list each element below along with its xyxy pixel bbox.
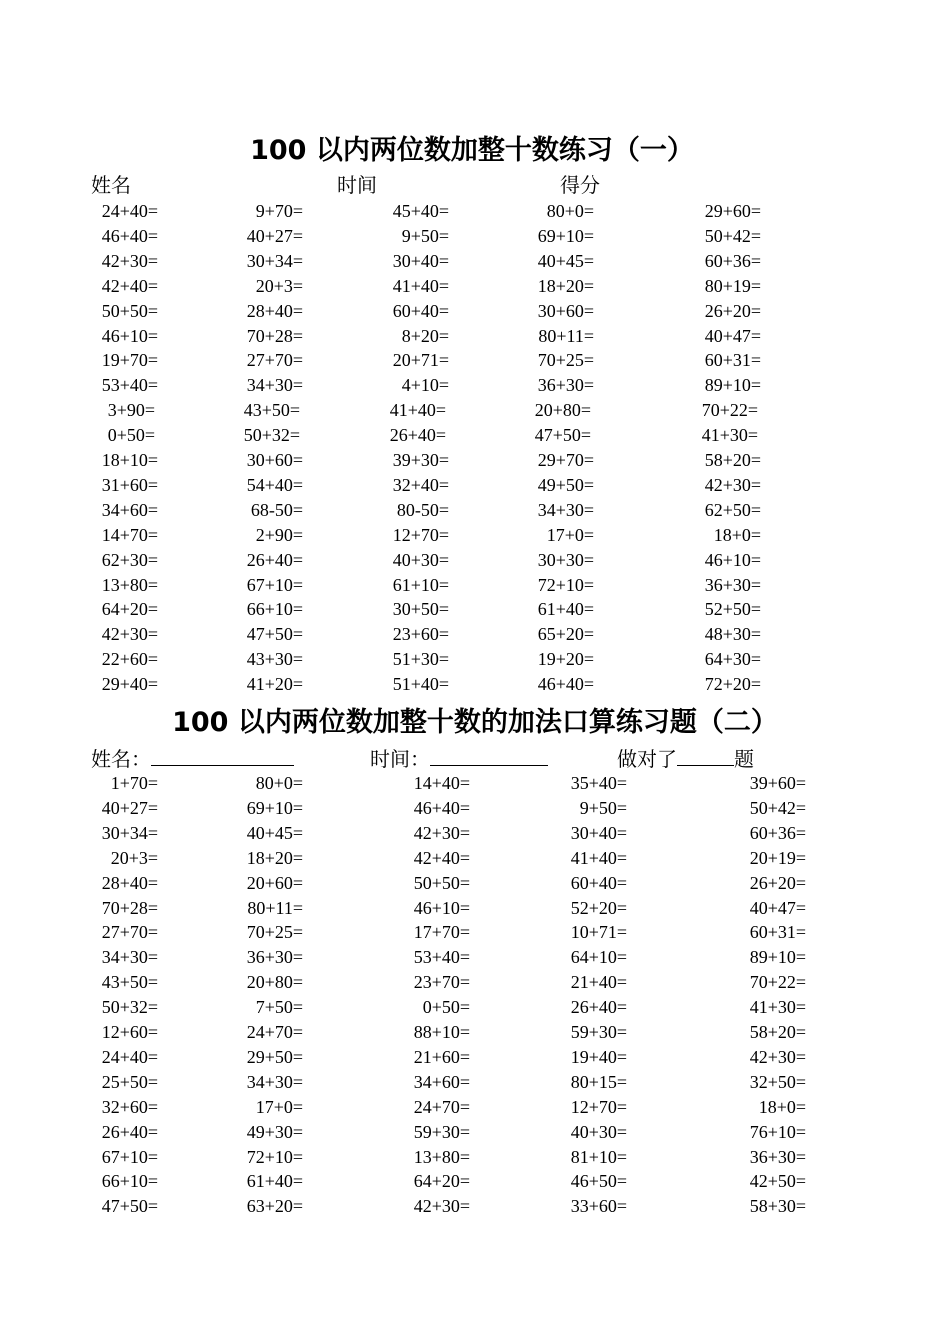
problem-cell: 89+10= xyxy=(704,375,761,396)
problem-cell: 42+30= xyxy=(101,624,158,645)
problem-cell: 72+10= xyxy=(246,1146,303,1167)
problem-cell: 20+60= xyxy=(246,872,303,893)
problem-cell: 34+60= xyxy=(413,1071,470,1092)
problem-cell: 30+34= xyxy=(246,250,303,271)
problem-cell: 59+30= xyxy=(413,1121,470,1142)
problem-cell: 70+28= xyxy=(246,325,303,346)
problem-cell: 23+60= xyxy=(392,624,449,645)
problem-cell: 60+40= xyxy=(570,872,627,893)
problem-cell: 61+40= xyxy=(246,1171,303,1192)
problem-cell: 31+60= xyxy=(101,474,158,495)
problem-cell: 80+0= xyxy=(546,201,594,221)
worksheet-title-1: 100 以内两位数加整十数练习（一） xyxy=(250,135,694,166)
problem-cell: 36+30= xyxy=(704,574,761,595)
problem-cell: 40+47= xyxy=(749,897,806,918)
problem-cell: 80-50= xyxy=(396,499,449,520)
problem-cell: 60+40= xyxy=(392,300,449,321)
problem-cell: 26+40= xyxy=(389,425,446,446)
problem-cell: 14+40= xyxy=(413,773,470,793)
problem-cell: 61+40= xyxy=(537,599,594,620)
problem-cell: 62+30= xyxy=(101,549,158,570)
problem-cell: 34+30= xyxy=(246,1071,303,1092)
time-label-2: 时间： xyxy=(370,747,430,771)
correct-label-2: 做对了 xyxy=(617,747,677,771)
problem-cell: 41+30= xyxy=(701,425,758,446)
problem-cell: 26+40= xyxy=(246,549,303,570)
time-label-1: 时间 xyxy=(337,173,377,197)
problem-cell: 81+10= xyxy=(570,1146,627,1167)
correct-blank[interactable] xyxy=(677,746,734,766)
problem-cell: 62+50= xyxy=(704,499,761,520)
problem-cell: 25+50= xyxy=(101,1071,158,1092)
problem-cell: 27+70= xyxy=(101,922,158,943)
problem-cell: 50+42= xyxy=(704,225,761,246)
problem-cell: 32+40= xyxy=(392,474,449,495)
problem-cell: 42+30= xyxy=(413,1196,470,1217)
problem-cell: 24+70= xyxy=(413,1096,470,1117)
problem-cell: 63+20= xyxy=(246,1196,303,1217)
problem-cell: 50+50= xyxy=(413,872,470,893)
problem-cell: 45+40= xyxy=(392,201,449,221)
problem-cell: 32+60= xyxy=(101,1096,158,1117)
problem-cell: 19+40= xyxy=(570,1046,627,1067)
problem-cell: 72+10= xyxy=(537,574,594,595)
problem-cell: 17+0= xyxy=(546,524,594,545)
problem-cell: 18+10= xyxy=(101,450,158,470)
problem-cell: 17+0= xyxy=(255,1096,303,1117)
problem-cell: 42+40= xyxy=(101,275,158,296)
problem-cell: 21+40= xyxy=(570,972,627,993)
problem-cell: 46+40= xyxy=(101,225,158,246)
problem-cell: 64+30= xyxy=(704,649,761,670)
problem-cell: 4+10= xyxy=(401,375,449,396)
problem-cell: 41+40= xyxy=(392,275,449,296)
problem-cell: 2+90= xyxy=(255,524,303,545)
problem-cell: 67+10= xyxy=(101,1146,158,1167)
problem-cell: 40+27= xyxy=(101,797,158,818)
problem-cell: 59+30= xyxy=(570,1022,627,1042)
problem-cell: 36+30= xyxy=(749,1146,806,1167)
problem-cell: 60+31= xyxy=(749,922,806,943)
problem-cell: 36+30= xyxy=(537,375,594,396)
problem-cell: 72+20= xyxy=(704,674,761,695)
problem-cell: 19+20= xyxy=(537,649,594,670)
problem-cell: 60+36= xyxy=(749,822,806,843)
problem-cell: 23+70= xyxy=(413,972,470,993)
problem-cell: 0+50= xyxy=(422,997,470,1018)
problem-cell: 24+70= xyxy=(246,1022,303,1042)
problem-cell: 42+30= xyxy=(704,474,761,495)
problem-cell: 70+28= xyxy=(101,897,158,918)
problem-cell: 10+71= xyxy=(570,922,627,943)
problem-cell: 50+32= xyxy=(243,425,300,446)
problem-cell: 33+60= xyxy=(570,1196,627,1217)
problem-cell: 18+20= xyxy=(246,847,303,868)
problem-cell: 43+30= xyxy=(246,649,303,670)
problem-cell: 80+11= xyxy=(538,325,594,346)
problem-cell: 43+50= xyxy=(243,400,300,421)
problem-cell: 22+60= xyxy=(101,649,158,670)
problem-cell: 39+60= xyxy=(749,773,806,793)
problem-cell: 42+30= xyxy=(413,822,470,843)
problem-cell: 39+30= xyxy=(392,450,449,470)
problem-cell: 66+10= xyxy=(101,1171,158,1192)
problem-cell: 26+20= xyxy=(704,300,761,321)
problem-cell: 41+40= xyxy=(389,400,446,421)
problem-cell: 48+30= xyxy=(704,624,761,645)
problem-cell: 50+32= xyxy=(101,997,158,1018)
problem-cell: 52+50= xyxy=(704,599,761,620)
problem-cell: 41+30= xyxy=(749,997,806,1018)
problem-cell: 54+40= xyxy=(246,474,303,495)
problem-cell: 43+50= xyxy=(101,972,158,993)
problem-cell: 68-50= xyxy=(250,499,303,520)
problem-cell: 40+27= xyxy=(246,225,303,246)
worksheet-title-2: 100 以内两位数加整十数的加法口算练习题（二） xyxy=(172,707,778,738)
problem-cell: 46+40= xyxy=(413,797,470,818)
problem-cell: 7+50= xyxy=(255,997,303,1018)
problem-cell: 70+22= xyxy=(701,400,758,421)
name-field-2 xyxy=(91,746,294,772)
problem-cell: 49+50= xyxy=(537,474,594,495)
problem-cell: 9+70= xyxy=(255,201,303,221)
score-label-1: 得分 xyxy=(560,173,600,197)
problem-cell: 18+0= xyxy=(758,1096,806,1117)
problem-cell: 24+40= xyxy=(101,1046,158,1067)
problem-cell: 40+47= xyxy=(704,325,761,346)
problem-cell: 50+50= xyxy=(101,300,158,321)
problem-cell: 40+45= xyxy=(246,822,303,843)
problem-cell: 61+10= xyxy=(392,574,449,595)
problem-cell: 19+70= xyxy=(101,350,158,371)
problem-cell: 34+30= xyxy=(246,375,303,396)
problem-cell: 29+40= xyxy=(101,674,158,695)
time-blank[interactable] xyxy=(430,746,548,766)
problem-cell: 3+90= xyxy=(107,400,155,421)
problem-cell: 13+80= xyxy=(413,1146,470,1167)
problem-cell: 40+30= xyxy=(570,1121,627,1142)
problem-cell: 34+60= xyxy=(101,499,158,520)
problem-cell: 9+50= xyxy=(401,225,449,246)
problem-cell: 35+40= xyxy=(570,773,627,793)
problem-cell: 80+11= xyxy=(247,897,303,918)
problem-cell: 64+20= xyxy=(413,1171,470,1192)
problem-cell: 52+20= xyxy=(570,897,627,918)
problem-cell: 20+3= xyxy=(110,847,158,868)
problem-cell: 46+10= xyxy=(101,325,158,346)
problem-cell: 47+50= xyxy=(101,1196,158,1217)
problem-cell: 80+19= xyxy=(704,275,761,296)
problem-cell: 30+30= xyxy=(537,549,594,570)
problem-cell: 20+71= xyxy=(392,350,449,371)
problem-cell: 60+36= xyxy=(704,250,761,271)
problem-cell: 26+40= xyxy=(101,1121,158,1142)
problem-cell: 20+3= xyxy=(255,275,303,296)
problem-cell: 70+22= xyxy=(749,972,806,993)
problem-cell: 42+30= xyxy=(101,250,158,271)
problem-cell: 26+40= xyxy=(570,997,627,1018)
problem-cell: 49+30= xyxy=(246,1121,303,1142)
problem-cell: 20+80= xyxy=(534,400,591,421)
problem-cell: 47+50= xyxy=(534,425,591,446)
problem-cell: 40+45= xyxy=(537,250,594,271)
problem-cell: 13+80= xyxy=(101,574,158,595)
problem-cell: 46+50= xyxy=(570,1171,627,1192)
problem-cell: 30+50= xyxy=(392,599,449,620)
problem-cell: 34+30= xyxy=(537,499,594,520)
problem-cell: 28+40= xyxy=(246,300,303,321)
problem-cell: 41+20= xyxy=(246,674,303,695)
problem-cell: 42+30= xyxy=(749,1046,806,1067)
problem-cell: 53+40= xyxy=(413,947,470,968)
problem-cell: 30+40= xyxy=(570,822,627,843)
problem-cell: 42+40= xyxy=(413,847,470,868)
problem-cell: 40+30= xyxy=(392,549,449,570)
problem-cell: 89+10= xyxy=(749,947,806,968)
problem-cell: 80+15= xyxy=(570,1071,627,1092)
problem-cell: 8+20= xyxy=(401,325,449,346)
problem-cell: 53+40= xyxy=(101,375,158,396)
problem-cell: 29+70= xyxy=(537,450,594,470)
problem-cell: 17+70= xyxy=(413,922,470,943)
problem-cell: 64+10= xyxy=(570,947,627,968)
problem-cell: 60+31= xyxy=(704,350,761,371)
problem-cell: 32+50= xyxy=(749,1071,806,1092)
correct-suffix-2: 题 xyxy=(734,747,754,771)
problem-cell: 30+60= xyxy=(537,300,594,321)
correct-field-2 xyxy=(617,746,754,772)
problem-cell: 12+70= xyxy=(392,524,449,545)
problem-cell: 9+50= xyxy=(579,797,627,818)
problem-cell: 80+0= xyxy=(255,773,303,793)
problem-cell: 46+40= xyxy=(537,674,594,695)
problem-cell: 30+40= xyxy=(392,250,449,271)
problem-cell: 34+30= xyxy=(101,947,158,968)
problem-cell: 21+60= xyxy=(413,1046,470,1067)
problem-cell: 58+20= xyxy=(749,1022,806,1042)
problem-cell: 30+34= xyxy=(101,822,158,843)
problem-cell: 65+20= xyxy=(537,624,594,645)
problem-cell: 41+40= xyxy=(570,847,627,868)
problem-cell: 14+70= xyxy=(101,524,158,545)
problem-cell: 69+10= xyxy=(246,797,303,818)
problem-cell: 28+40= xyxy=(101,872,158,893)
problem-cell: 64+20= xyxy=(101,599,158,620)
problem-cell: 20+19= xyxy=(749,847,806,868)
problem-cell: 12+70= xyxy=(570,1096,627,1117)
problem-cell: 0+50= xyxy=(107,425,155,446)
name-label-2: 姓名： xyxy=(91,747,151,771)
problem-cell: 70+25= xyxy=(246,922,303,943)
problem-cell: 26+20= xyxy=(749,872,806,893)
problem-cell: 51+40= xyxy=(392,674,449,695)
problem-cell: 67+10= xyxy=(246,574,303,595)
problem-cell: 58+30= xyxy=(749,1196,806,1217)
problem-cell: 47+50= xyxy=(246,624,303,645)
problem-cell: 51+30= xyxy=(392,649,449,670)
problem-cell: 29+60= xyxy=(704,201,761,221)
problem-cell: 66+10= xyxy=(246,599,303,620)
problem-cell: 12+60= xyxy=(101,1022,158,1042)
problem-cell: 20+80= xyxy=(246,972,303,993)
problem-cell: 88+10= xyxy=(413,1022,470,1042)
problem-cell: 29+50= xyxy=(246,1046,303,1067)
problem-cell: 1+70= xyxy=(110,773,158,793)
time-field-2 xyxy=(370,746,548,772)
problem-cell: 24+40= xyxy=(101,201,158,221)
problem-cell: 69+10= xyxy=(537,225,594,246)
problem-cell: 50+42= xyxy=(749,797,806,818)
problem-cell: 46+10= xyxy=(413,897,470,918)
problem-cell: 18+20= xyxy=(537,275,594,296)
problem-cell: 30+60= xyxy=(246,450,303,470)
problem-cell: 46+10= xyxy=(704,549,761,570)
problem-cell: 36+30= xyxy=(246,947,303,968)
name-label-1: 姓名 xyxy=(91,173,131,197)
name-blank[interactable] xyxy=(151,746,294,766)
problem-cell: 42+50= xyxy=(749,1171,806,1192)
problem-cell: 70+25= xyxy=(537,350,594,371)
problem-cell: 18+0= xyxy=(713,524,761,545)
problem-cell: 27+70= xyxy=(246,350,303,371)
problem-cell: 76+10= xyxy=(749,1121,806,1142)
problem-cell: 58+20= xyxy=(704,450,761,470)
